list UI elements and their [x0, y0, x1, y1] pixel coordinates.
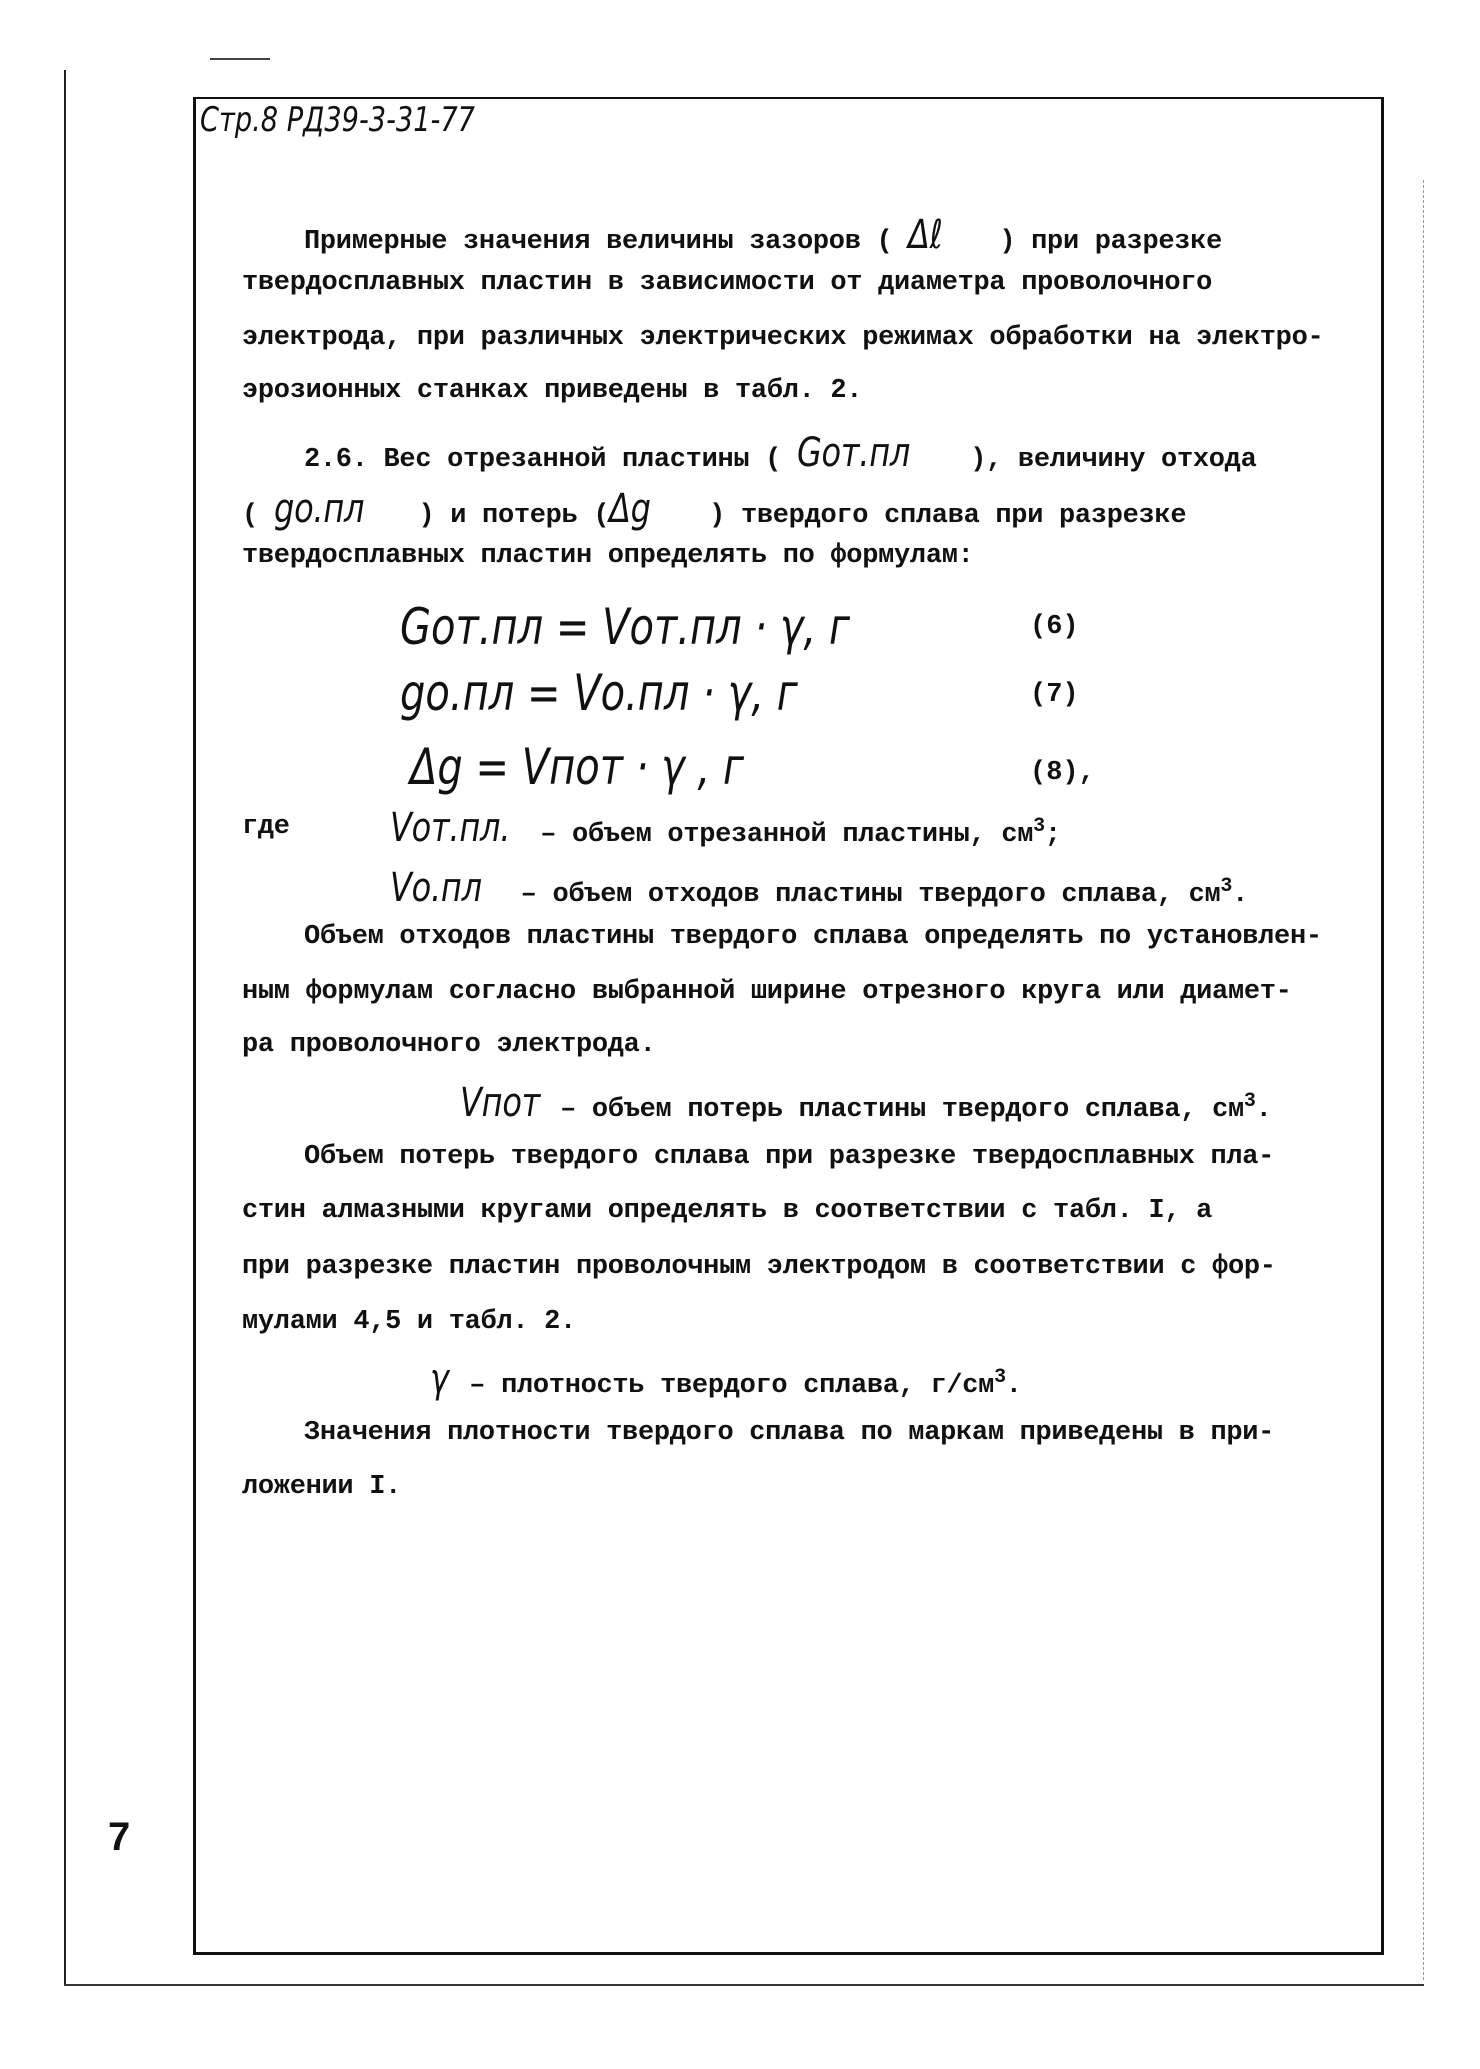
definition-vo: Vо.пл – объем отходов пластины твердого сплава, $см^3$. — [390, 865, 1249, 911]
equation-number: (8), — [1030, 758, 1095, 788]
definition-vpot: Vпот – объем потерь пластины твердого сплава, $см^3$. — [460, 1080, 1272, 1126]
formula-7: gо.пл = Vо.пл · γ, г — [400, 664, 798, 722]
equation-number: (7) — [1030, 680, 1079, 710]
scan-edge-bottom — [64, 1984, 1424, 1986]
text-line: эрозионных станках приведены в табл. 2. — [242, 376, 863, 406]
page-number: 7 — [108, 1815, 131, 1859]
text-line: мулами 4,5 и табл. 2. — [242, 1307, 576, 1337]
text-line: Значения плотности твердого сплава по маркам приведены в при- — [304, 1418, 1275, 1448]
text-line: твердосплавных пластин определять по формулам: — [242, 541, 974, 571]
text-line: Примерные значения величины зазоров ( Δℓ ) при разрезке — [304, 212, 1222, 258]
scan-edge-left — [64, 70, 66, 1985]
text-line: при разрезке пластин проволочным электродом в соответствии с фор- — [242, 1252, 1276, 1282]
where-label: где — [242, 812, 290, 842]
page-header: Стр.8 РД39-3-31-77 — [200, 100, 475, 140]
text-line: стин алмазными кругами определять в соответствии с табл. I, а — [242, 1196, 1213, 1226]
equation-number: (6) — [1030, 612, 1079, 642]
text-line: ра проволочного электрода. — [242, 1030, 656, 1060]
definition-gamma: γ – плотность твердого сплава, $г/см^3$. — [430, 1356, 1022, 1402]
text-line: Объем потерь твердого сплава при разрезке твердосплавных пла- — [304, 1142, 1275, 1172]
text-line: 2.6. Вес отрезанной пластины ( Gот.пл ), величину отхода — [304, 430, 1257, 476]
scan-edge-top — [210, 58, 270, 60]
definition-vot: Vот.пл. – объем отрезанной пластины, $см^3$; — [390, 805, 1061, 851]
formula-8: Δg = Vпот · γ , г — [410, 738, 744, 796]
text-line: электрода, при различных электрических режимах обработки на электро- — [242, 323, 1324, 353]
text-line: ным формулам согласно выбранной ширине отрезного круга или диамет- — [242, 977, 1292, 1007]
text-line: ( gо.пл ) и потерь (Δg ) твердого сплава при разрезке — [242, 486, 1187, 532]
scan-edge-right — [1423, 180, 1425, 1980]
text-line: твердосплавных пластин в зависимости от диаметра проволочного — [242, 268, 1213, 298]
formula-6: Gот.пл = Vот.пл · γ, г — [400, 598, 850, 656]
text-line: Объем отходов пластины твердого сплава определять по установлен- — [304, 922, 1322, 952]
text-line: ложении I. — [242, 1472, 402, 1502]
